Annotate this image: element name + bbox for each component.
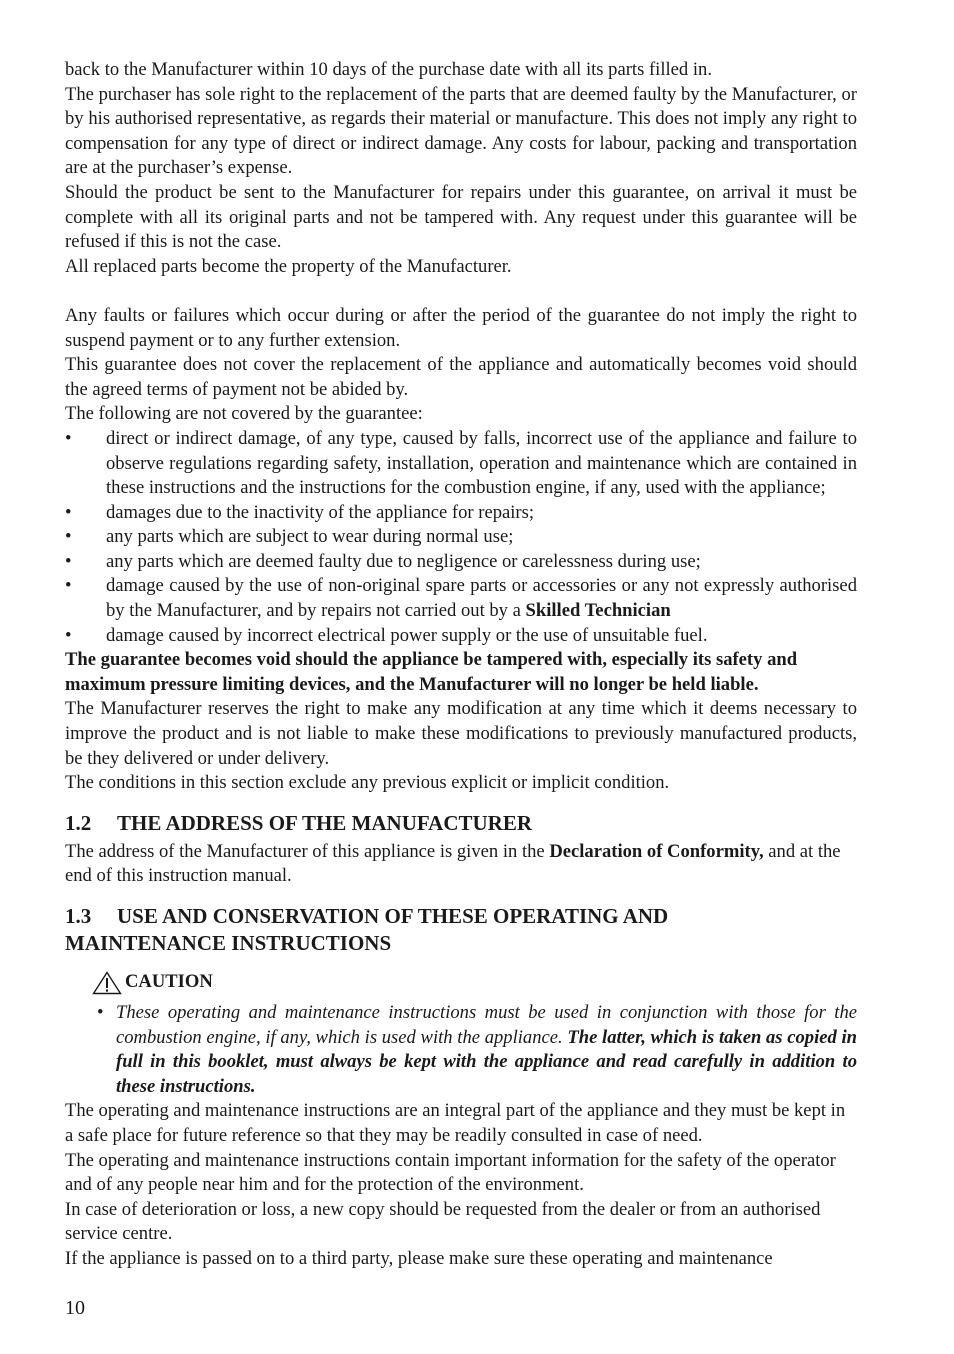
paragraph: If the appliance is passed on to a third party, please make sure these operating and maintenance	[65, 1247, 773, 1269]
paragraph: This guarantee does not cover the replacement of the appliance and automatically becomes void should the agreed terms of payment not be abided by.	[65, 354, 857, 400]
list-item: • any parts which are deemed faulty due to negligence or carelessness during use;	[65, 550, 857, 575]
paragraph: The conditions in this section exclude any previous explicit or implicit condition.	[65, 772, 670, 794]
document-page	[65, 58, 857, 1272]
paragraph: The purchaser has sole right to the replacement of the parts that are deemed faulty by the Manufacturer, or by his authorised representative, as regards their material or manufacture. This does not imply any right to compensation for any type of direct or indirect damage. Any costs for labour, packing and transportation are at the purchaser’s expense.	[65, 83, 857, 179]
paragraph: The Manufacturer reserves the right to make any modification at any time which it deems necessary to improve the product and is not liable to make these modifications to previously manufactured products, be they delivered or under delivery.	[65, 698, 857, 769]
section-heading-1-3: 1.3 USE AND CONSERVATION OF THESE OPERATING AND MAINTENANCE INSTRUCTIONS	[65, 904, 669, 955]
paragraph: All replaced parts become the property of the Manufacturer.	[65, 255, 512, 277]
paragraph: Any faults or failures which occur during or after the period of the guarantee do not imply the right to suspend payment or to any further extension.	[65, 304, 857, 351]
bullet: •	[65, 501, 72, 523]
section-heading-1-2: 1.2 THE ADDRESS OF THE MANUFACTURER	[65, 810, 532, 835]
caution-note: • These operating and maintenance instructions must be used in conjunction with those for the combustion engine, if any, which is used with the appliance. The latter, which is taken as copied in full in this booklet, must always be kept with the appliance and read carefully in addition to these instructions.	[97, 1002, 857, 1097]
paragraph: The following are not covered by the guarantee:	[65, 403, 423, 425]
exclusions-list	[65, 427, 857, 648]
list-item: • damage caused by the use of non-original spare parts or accessories or any not expressly authorised by the Manufacturer, and by repairs not carried out by a Skilled Technician	[65, 575, 857, 622]
bullet: •	[65, 526, 72, 548]
bullet: •	[65, 427, 72, 449]
paragraph: In case of deterioration or loss, a new copy should be requested from the dealer or from an authorised service centre.	[65, 1198, 821, 1245]
bullet: •	[97, 1002, 104, 1023]
paragraph: The address of the Manufacturer of this appliance is given in the Declaration of Conformity, and at the end of this instruction manual.	[65, 840, 841, 887]
paragraph: The operating and maintenance instructions contain important information for the safety of the operator and of any people near him and for the protection of the environment.	[65, 1149, 836, 1196]
list-item: • damage caused by incorrect electrical power supply or the use of unsuitable fuel.	[65, 624, 857, 649]
warning-triangle-icon	[92, 971, 122, 995]
emphasis: Skilled Technician	[525, 600, 671, 622]
spacer	[65, 279, 857, 304]
list-item: • any parts which are subject to wear during normal use;	[65, 525, 857, 550]
bullet: •	[65, 550, 72, 572]
list-item: • direct or indirect damage, of any type, caused by falls, incorrect use of the appliance and failure to observe regulations regarding safety, installation, operation and maintenance which are contained in these instructions and the instructions for the combustion engine, if any, used with the appliance;	[65, 427, 857, 499]
bullet: •	[65, 624, 72, 646]
page-number: 10	[65, 1297, 85, 1319]
list-item: • damages due to the inactivity of the appliance for repairs;	[65, 501, 857, 526]
caution-label: CAUTION	[92, 969, 857, 995]
bullet: •	[65, 575, 72, 597]
paragraph: back to the Manufacturer within 10 days of the purchase date with all its parts filled in.	[65, 59, 712, 80]
paragraph: The operating and maintenance instructions are an integral part of the appliance and they must be kept in a safe place for future reference so that they may be readily consulted in case of need.	[65, 1100, 846, 1146]
paragraph: Should the product be sent to the Manufacturer for repairs under this guarantee, on arrival it must be complete with all its original parts and not be tampered with. Any request under this guarantee will be refused if this is not the case.	[65, 181, 857, 253]
void-warning: The guarantee becomes void should the appliance be tampered with, especially its safety and maximum pressure limiting devices, and the Manufacturer will no longer be held liable.	[65, 649, 798, 695]
